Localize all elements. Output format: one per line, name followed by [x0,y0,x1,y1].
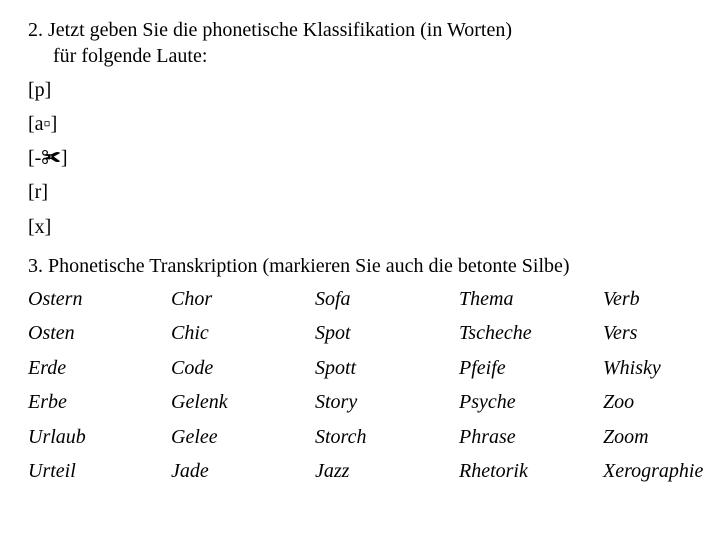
question-2-prompt-continued: für folgende Laute: [53,45,208,67]
word-cell: Whisky [603,356,661,379]
word-grid [28,287,720,493]
word-cell: Vers [603,322,638,345]
word-cell: Zoom [603,425,649,448]
word-row [28,390,720,424]
word-cell: Erde [28,356,67,379]
word-cell: Psyche [459,391,516,414]
word-cell: Pfeife [459,356,506,379]
sound-item: [x] [28,216,52,238]
sound-item: [p] [28,79,52,101]
sound-item: [r] [28,181,48,203]
word-cell: Thema [459,288,514,310]
question-2-prompt: 2. Jetzt geben Sie die phonetische Klassifikation (in Worten) [28,19,513,41]
word-cell: Ostern [28,288,83,310]
word-cell: Osten [28,322,75,345]
word-cell: Jazz [315,459,350,482]
word-cell: Rhetorik [459,459,528,482]
word-row [28,425,720,459]
word-cell: Urlaub [28,425,86,448]
word-cell: Erbe [28,391,67,414]
word-cell: Xerographie [603,459,704,482]
word-cell: Chic [171,322,209,345]
word-cell: Gelee [171,425,218,448]
word-cell: Chor [171,288,213,310]
word-cell: Tscheche [459,322,532,345]
word-cell: Sofa [315,288,351,310]
word-cell: Gelenk [171,391,228,414]
word-cell: Urteil [28,459,76,482]
word-cell: Spott [315,356,357,379]
word-row [28,287,720,321]
word-cell: Phrase [459,425,516,448]
word-cell: Code [171,356,214,379]
word-cell: Verb [603,288,640,310]
word-row [28,321,720,355]
sound-item: [a▫] [28,113,58,135]
word-row [28,459,720,493]
word-cell: Storch [315,425,367,448]
word-cell: Zoo [603,391,635,414]
sound-item: [‐✀] [28,147,68,169]
word-row [28,356,720,390]
word-cell: Spot [315,322,351,345]
word-cell: Story [315,391,358,414]
word-cell: Jade [171,459,209,482]
question-3-prompt: 3. Phonetische Transkription (markieren Sie auch die betonte Silbe) [28,255,570,277]
